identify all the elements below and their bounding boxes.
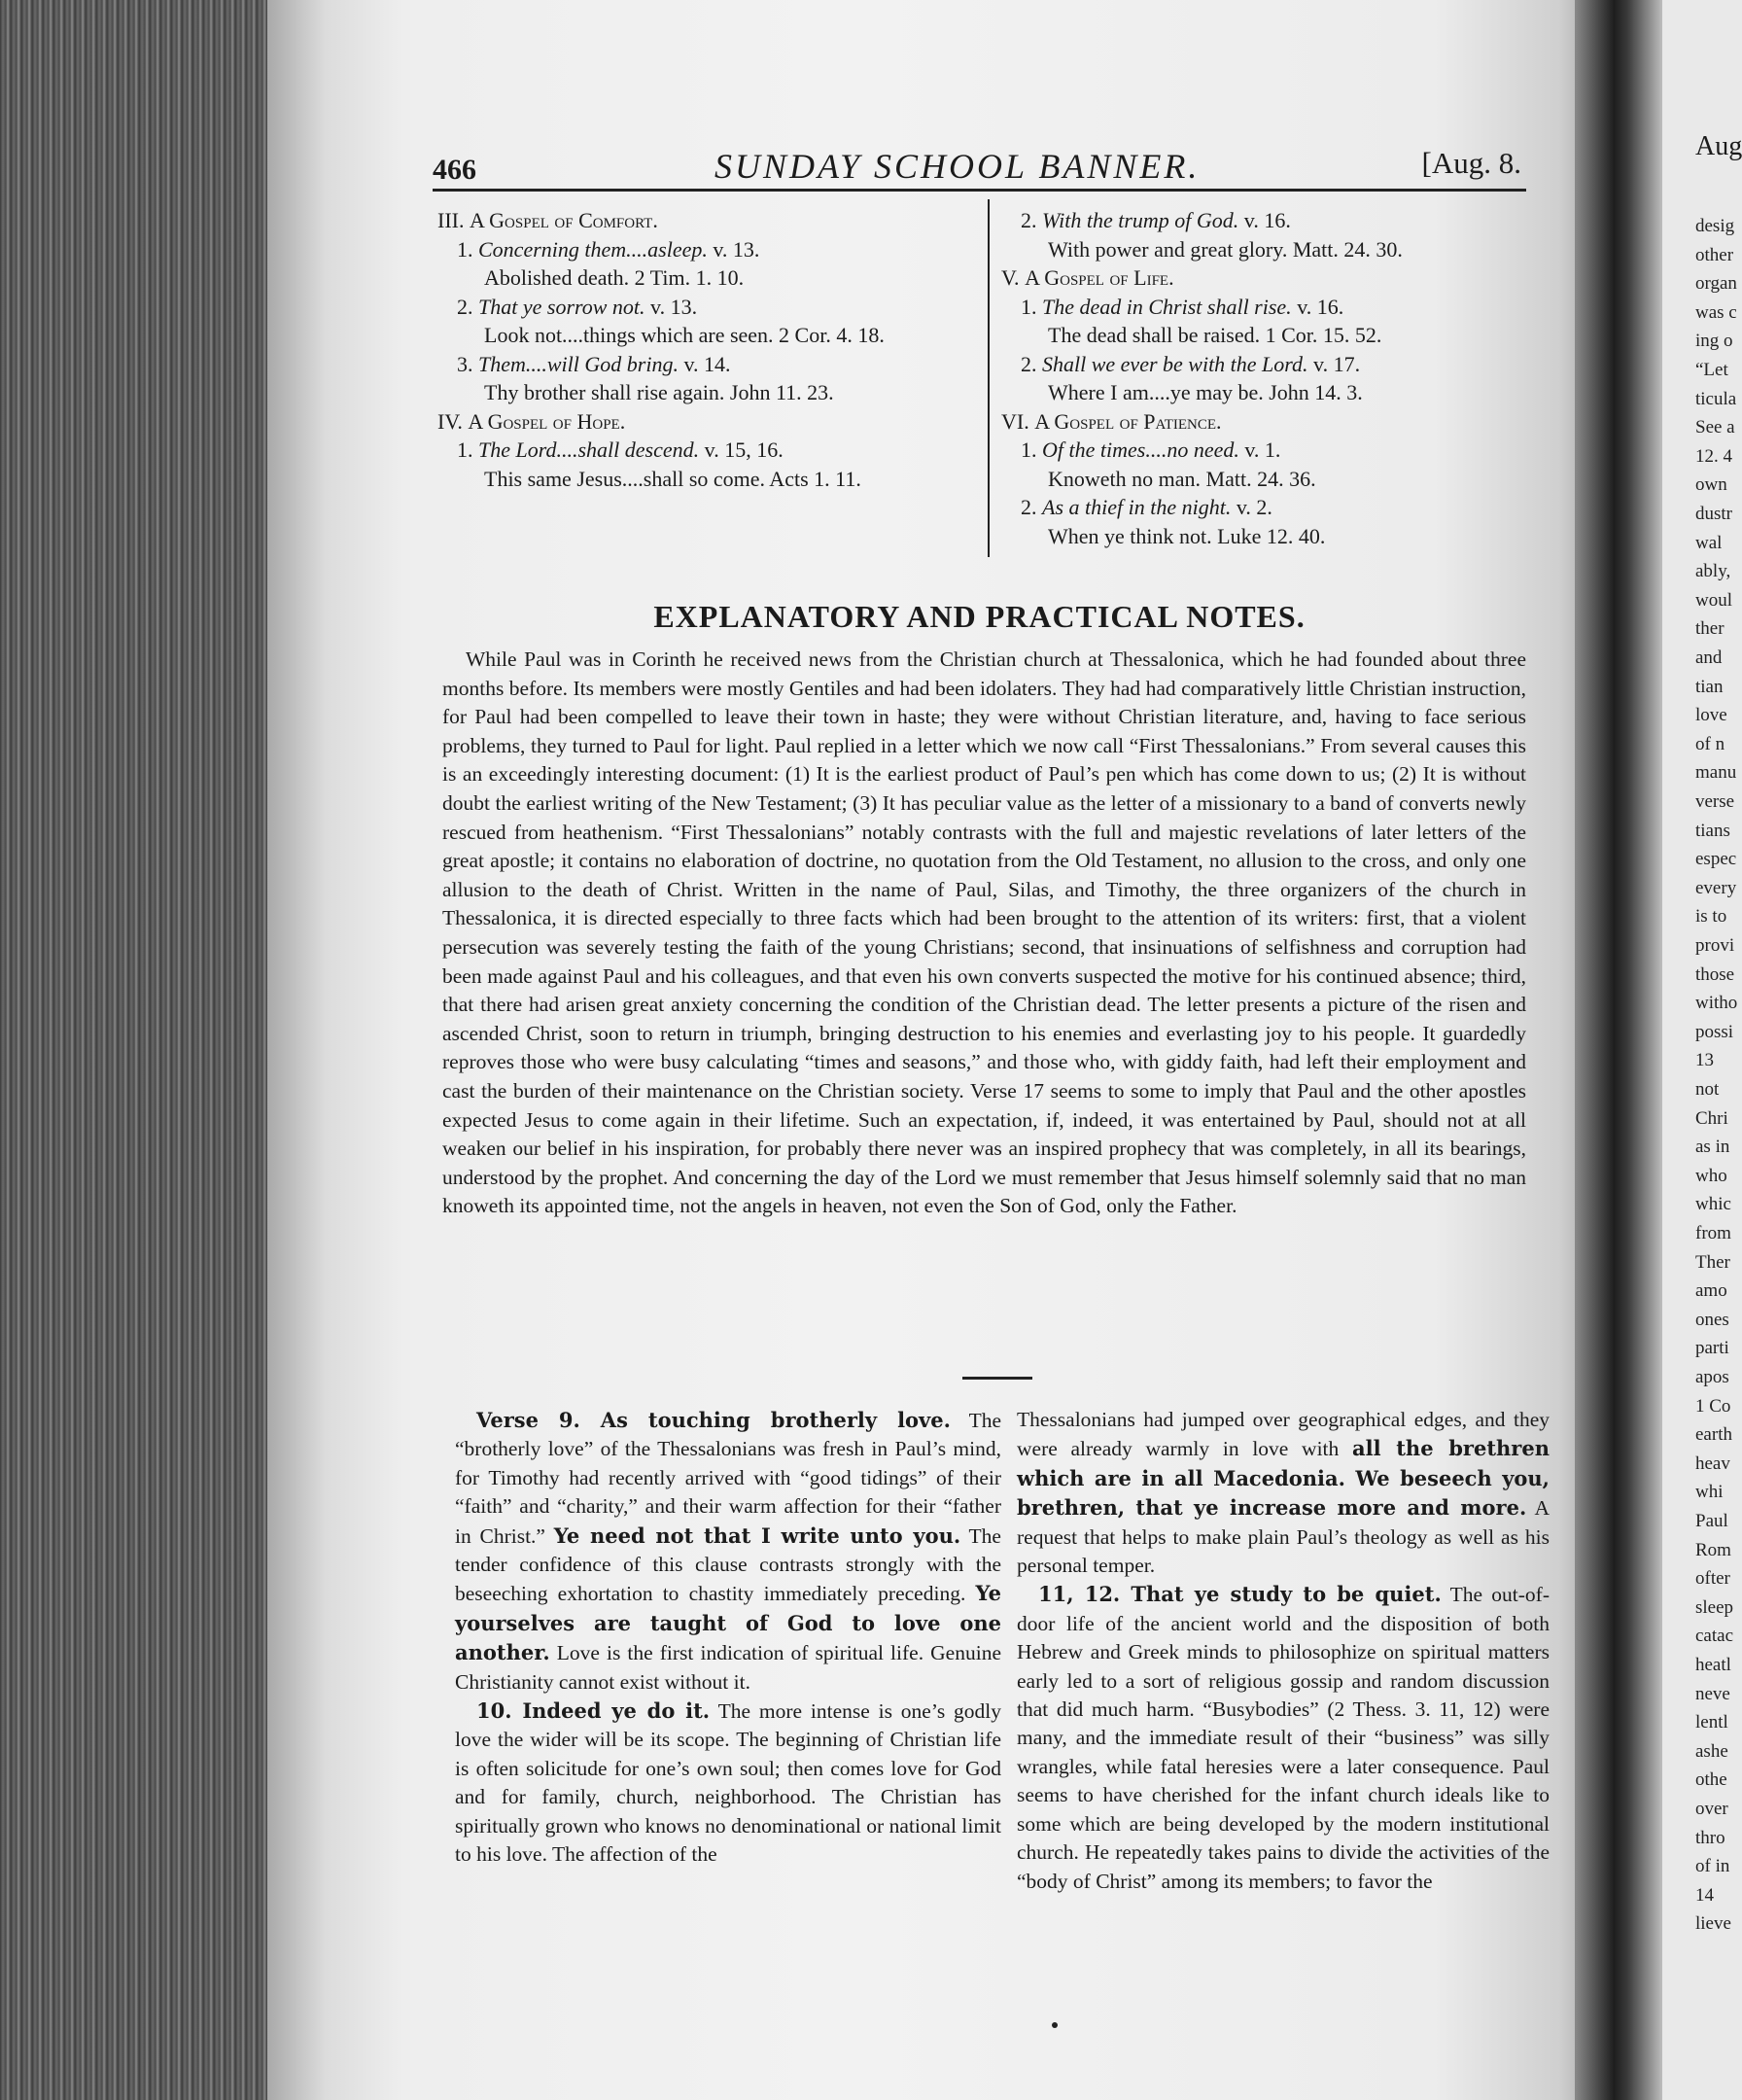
outline-item — [437, 436, 982, 465]
facing-page-header: Aug — [1695, 131, 1742, 161]
intro-paragraph: While Paul was in Corinth he received news from the Christian church at Thessalonica, which he had founded about three months before. Its members were mostly Gentiles and had been idolaters. They had had comparatively little Christian instruction, for Paul had been compelled to leave their town in haste; they were without Christian literature, and, having to face serious problems, they turned to Paul for light. Paul replied in a letter which we now call “First Thessalonians.” From several causes this is an exceedingly interesting document: (1) It is the earliest product of Paul’s pen which has come down to us; (2) It is without doubt the earliest writing of the New Testament; (3) It has peculiar value as the letter of a missionary to a band of converts newly rescued from heathenism. “First Thessalonians” notably contrasts with the full and majestic revelations of later letters of the great apostle; it contains no elaboration of doctrine, no quotation from the Old Testament, no allusion to the cross, and only one allusion to the death of Christ. Written in the name of Paul, Silas, and Timothy, the three organizers of the church in Thessalonica, it is directed especially to three facts which had been brought to the attention of its writers: first, that a violent persecution was severely testing the faith of the young Christians; second, that insinuations of selfishness and corruption had been made against Paul and his colleagues, and that even his own converts suspected the motive for his continued absence; third, that there had arisen great anxiety concerning the condition of the Christian dead. The letter presents a picture of the risen and ascended Christ, soon to return in triumph, bringing destruction to his enemies and everlasting joy to his people. It guardedly reproves those who were busy calculating “times and seasons,” and those who, with giddy faith, had left their employment and cast the burden of their maintenance on the Christian society. Verse 17 seems to some to imply that Paul and the other apostles expected Jesus to come again in their lifetime. Such an expectation, if, indeed, it was entertained by Paul, should not at all weaken our belief in his inspiration, for probably there never was an inspired prophecy that was completely, in all its bearings, understood by the prophet. And concerning the day of the Lord we must remember that Jesus himself solemnly said that no man knoweth its appointed time, not the angels in heaven, not even the Son of God, only the Father. — [442, 648, 1526, 1218]
outline-reference: Look not....things which are seen. 2 Cor. 4. 18. — [484, 323, 885, 347]
facing-page-line: neve — [1695, 1683, 1730, 1704]
book-page-edges — [0, 0, 272, 2100]
outline-item-quote: With the trump of God. — [1042, 208, 1239, 232]
note-paragraph-verse-9 — [455, 1406, 1001, 1697]
verse-quote: all the brethren which are in all Macedonia. We beseech you, brethren, that ye increase more and more. — [1017, 1436, 1550, 1521]
facing-page-line: amo — [1695, 1280, 1727, 1302]
outline-reference: With power and great glory. Matt. 24. 30. — [1048, 236, 1403, 262]
facing-page-line: other — [1695, 244, 1734, 265]
facing-page-line: is to — [1695, 906, 1727, 928]
facing-page-line: ticula — [1695, 388, 1737, 409]
outline-item-quote: As a thief in the night. — [1042, 495, 1232, 519]
outline-heading-text: A Gospel of Hope. — [468, 408, 626, 434]
facing-page-line: not — [1695, 1079, 1720, 1100]
outline-item — [437, 350, 982, 379]
outline-item — [1001, 436, 1526, 465]
facing-page-line: woul — [1695, 589, 1732, 611]
facing-page-line: tians — [1695, 820, 1730, 841]
outline-item-number: 2. — [1021, 351, 1042, 376]
running-header — [433, 136, 1521, 185]
column-divider — [988, 199, 990, 557]
facing-page-line: parti — [1695, 1338, 1729, 1359]
facing-page-line: espec — [1695, 849, 1737, 870]
note-paragraph-verse-10 — [455, 1697, 1001, 1869]
facing-page-line: 14 — [1695, 1884, 1714, 1906]
facing-page-line: 12. 4 — [1695, 445, 1732, 467]
outline-item-verse: v. 17. — [1307, 351, 1361, 376]
outline-reference: This same Jesus....shall so come. Acts 1. 11. — [484, 466, 861, 491]
outline-item-number: 2. — [1021, 495, 1042, 519]
outline-item-verse: v. 1. — [1238, 438, 1281, 462]
verse-heading: Verse 9. As touching brotherly love. — [476, 1408, 951, 1432]
facing-page-line: was c — [1695, 301, 1737, 323]
facing-page-line: ashe — [1695, 1740, 1728, 1762]
facing-page-line: from — [1695, 1223, 1731, 1243]
outline-item-verse: v. 14. — [678, 351, 731, 376]
facing-page-line: and — [1695, 648, 1723, 668]
header-rule — [433, 189, 1526, 192]
outline-item-number: 2. — [457, 294, 478, 319]
outline-item-quote: The Lord....shall descend. — [478, 438, 700, 462]
note-paragraph-continued — [1017, 1406, 1550, 1580]
facing-page-line: possi — [1695, 1021, 1734, 1042]
verse-heading: 11, 12. That ye study to be quiet. — [1038, 1582, 1442, 1607]
outline-item — [1001, 206, 1526, 235]
facing-page-line: witho — [1695, 993, 1738, 1014]
outline-reference: Thy brother shall rise again. John 11. 23. — [484, 380, 834, 404]
facing-page-line: “Let — [1695, 360, 1728, 380]
outline-item — [1001, 293, 1526, 322]
facing-page-line: lentl — [1695, 1712, 1728, 1733]
outline-item-verse: v. 2. — [1231, 495, 1272, 519]
facing-page-line: manu — [1695, 762, 1737, 784]
outline-item-number: 3. — [457, 351, 478, 376]
book-gutter — [1575, 0, 1662, 2100]
outline-heading — [437, 407, 982, 437]
outline-item-verse: v. 16. — [1238, 208, 1291, 232]
outline-item-verse: v. 15, 16. — [699, 438, 784, 462]
outline-heading-text: A Gospel of Comfort. — [469, 208, 658, 232]
facing-page-line: thro — [1695, 1827, 1725, 1848]
facing-page-line: desig — [1695, 216, 1735, 236]
outline-reference: Abolished death. 2 Tim. 1. 10. — [484, 265, 745, 290]
note-text: The out-of-door life of the ancient world and the disposition of both Hebrew and Greek minds to philosophize on spiritual matters early led to a sort of religious gossip and random discussion that did much harm. “Busybodies” (2 Thess. 3. 11, 12) were many, and the immediate result of their “business” was silly wrangles, while fatal heresies were a later consequence. Paul seems to have cherished for the infant church ideals like to some which are being developed by the modern institutional church. He repeatedly takes pains to divide the activities of the “body of Christ” among its members; to favor the — [1017, 1583, 1550, 1893]
notes-left-column — [455, 1406, 1001, 1870]
outline-numeral: VI. — [1001, 408, 1035, 434]
facing-page-line: othe — [1695, 1769, 1727, 1791]
outline-item — [1001, 350, 1526, 379]
journal-title: SUNDAY SCHOOL BANNER. — [714, 147, 1201, 186]
outline-numeral: III. — [437, 208, 470, 232]
facing-page-line: ably, — [1695, 561, 1731, 582]
facing-page-line: those — [1695, 963, 1735, 985]
facing-page-line: as in — [1695, 1137, 1730, 1158]
facing-page-line: Paul — [1695, 1511, 1728, 1531]
facing-page-line: 1 Co — [1695, 1395, 1731, 1417]
header-date: [Aug. 8. — [1421, 146, 1521, 180]
outline-numeral: V. — [1001, 265, 1026, 290]
facing-page-line: catac — [1695, 1626, 1734, 1647]
verse-quote: Ye need not that I write unto you. — [553, 1522, 961, 1548]
notes-right-column — [1017, 1406, 1550, 1896]
outline-item-number: 1. — [457, 236, 478, 262]
facing-page-line: verse — [1695, 791, 1735, 812]
facing-page-line: heatl — [1695, 1655, 1731, 1675]
facing-page-line: organ — [1695, 273, 1737, 295]
facing-page-line: who — [1695, 1165, 1727, 1186]
facing-page-line: of in — [1695, 1856, 1730, 1877]
section-heading: EXPLANATORY AND PRACTICAL NOTES. — [653, 599, 1306, 634]
note-text: The tender confidence of this clause contrasts strongly with the beseeching exhortation to chastity immediately preceding. — [455, 1523, 1001, 1606]
outline-left-column — [437, 206, 982, 493]
outline-reference: Knoweth no man. Matt. 24. 36. — [1048, 466, 1316, 491]
facing-page-line: apos — [1695, 1367, 1729, 1387]
outline-item-verse: v. 16. — [1291, 294, 1344, 319]
facing-page-line: tian — [1695, 676, 1724, 697]
note-text: The more intense is one’s godly love the wider will be its scope. The beginning of Christian life is often solicitude for one’s own soul; then comes love for God and for family, church, neighborhood. The Christian has spiritually grown who knows no denominational or national limit to his love. The affection of the — [455, 1699, 1002, 1867]
outline-right-column — [1001, 206, 1526, 550]
facing-page-line: wal — [1695, 532, 1723, 553]
facing-page-line: love — [1695, 705, 1727, 726]
facing-page-line: See a — [1695, 417, 1735, 438]
outline-item — [437, 235, 982, 264]
note-text: Thessalonians had jumped over geographical edges, and they were already warmly in love with — [1017, 1408, 1550, 1461]
facing-page-line: ones — [1695, 1309, 1729, 1330]
note-text: Love is the first indication of spiritual life. Genuine Christianity cannot exist without it. — [455, 1641, 1001, 1694]
facing-page-line: provi — [1695, 935, 1735, 956]
outline-item-quote: Of the times....no need. — [1042, 438, 1239, 462]
note-paragraph-verse-11-12 — [1017, 1580, 1550, 1895]
facing-page-line: dustr — [1695, 504, 1732, 524]
outline-heading — [437, 206, 982, 235]
facing-page-line: ther — [1695, 618, 1725, 640]
outline-item — [1001, 493, 1526, 522]
facing-page-line: earth — [1695, 1424, 1732, 1446]
outline-item-quote: Concerning them....asleep. — [478, 236, 708, 262]
page-number: 466 — [433, 154, 476, 186]
facing-page-line: lieve — [1695, 1913, 1731, 1935]
facing-page-line: over — [1695, 1799, 1728, 1819]
outline-item-number: 1. — [1021, 294, 1042, 319]
outline-numeral: IV. — [437, 408, 469, 434]
outline-heading-text: A Gospel of Life. — [1025, 265, 1174, 290]
facing-page-line: 13 — [1695, 1050, 1714, 1071]
facing-page-line: whic — [1695, 1194, 1731, 1215]
outline-heading — [1001, 263, 1526, 293]
outline-item-quote: Shall we ever be with the Lord. — [1042, 351, 1308, 376]
outline-item-number: 2. — [1021, 208, 1042, 232]
outline-item-quote: The dead in Christ shall rise. — [1042, 294, 1292, 319]
outline-heading — [1001, 407, 1526, 437]
outline-reference: Where I am....ye may be. John 14. 3. — [1048, 380, 1363, 404]
verse-heading: 10. Indeed ye do it. — [476, 1698, 711, 1724]
outline-item-quote: That ye sorrow not. — [478, 294, 645, 319]
facing-page-line: own — [1695, 474, 1727, 496]
note-text: The “brotherly love” of the Thessalonians was fresh in Paul’s mind, for Timothy had recently arrived with “good tidings” of their “faith” and “charity,” and their warm affection for their “father in Christ.” — [455, 1409, 1001, 1548]
section-divider — [962, 1377, 1032, 1380]
facing-page-line: Ther — [1695, 1251, 1730, 1273]
facing-page-line: Rom — [1695, 1539, 1731, 1560]
outline-item-verse: v. 13. — [645, 294, 698, 319]
facing-page-line: every — [1695, 877, 1737, 898]
facing-page-line: ing o — [1695, 331, 1733, 352]
outline-reference: When ye think not. Luke 12. 40. — [1048, 523, 1326, 548]
facing-page-line: heav — [1695, 1452, 1730, 1474]
verse-quote: Ye yourselves are taught of God to love one another. — [455, 1581, 1001, 1665]
outline-item — [437, 293, 982, 322]
facing-page-line: of n — [1695, 733, 1725, 754]
facing-page-line: whi — [1695, 1482, 1724, 1503]
note-text: A request that helps to make plain Paul’s theology as well as his personal temper. — [1017, 1496, 1550, 1578]
facing-page-line: Chri — [1695, 1107, 1728, 1129]
outline-item-verse: v. 13. — [707, 236, 760, 262]
outline-item-quote: Them....will God bring. — [478, 351, 679, 376]
outline-heading-text: A Gospel of Patience. — [1034, 408, 1222, 434]
outline-item-number: 1. — [457, 438, 478, 462]
outline-item-number: 1. — [1021, 438, 1042, 462]
outline-reference: The dead shall be raised. 1 Cor. 15. 52. — [1048, 323, 1382, 347]
ink-speck — [1052, 2022, 1058, 2028]
facing-page-fragment — [1662, 0, 1742, 2100]
facing-page-line: ofter — [1695, 1568, 1730, 1590]
facing-page-line: sleep — [1695, 1596, 1734, 1618]
